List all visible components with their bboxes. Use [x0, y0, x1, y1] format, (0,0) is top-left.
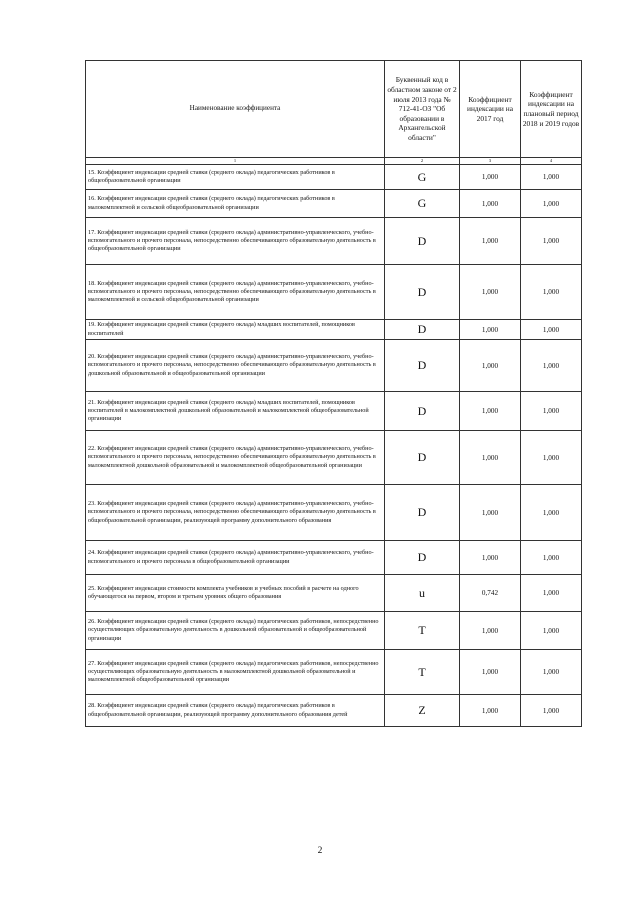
- column-number-row: [86, 158, 582, 165]
- coefficient-name: 24. Коэффициент индексации средней ставки (среднего оклада) административно-управленческого, учебно-вспомогательного и прочего персонала в общеобразовательной организации: [86, 541, 385, 575]
- letter-code: D: [385, 431, 460, 485]
- table-row: [86, 541, 582, 575]
- letter-code: D: [385, 265, 460, 320]
- table-row: [86, 320, 582, 340]
- coefficient-name: 23. Коэффициент индексации средней ставки (среднего оклада) административно-управленческого, учебно-вспомогательного и прочего персонала, непосредственно обеспечивающего образовательную деятельность в общеобразовательной организации, реализующей программу дополнительного образования: [86, 485, 385, 541]
- coefficient-name: 27. Коэффициент индексации средней ставки (среднего оклада) педагогических работников, непосредственно осуществляющих образовательную деятельность в малокомплектной дошкольной образовательной и малокомплектной общеобразовательной организации: [86, 650, 385, 695]
- table-row: [86, 485, 582, 541]
- column-number: 2: [385, 158, 460, 165]
- table-row: [86, 575, 582, 612]
- header-index-plan: Коэффициент индексации на плановый период 2018 и 2019 годов: [521, 61, 582, 158]
- letter-code: D: [385, 392, 460, 431]
- index-2017-value: 1,000: [460, 218, 521, 265]
- index-2017-value: 1,000: [460, 190, 521, 218]
- index-2017-value: 1,000: [460, 650, 521, 695]
- column-number: 3: [460, 158, 521, 165]
- index-2017-value: 1,000: [460, 320, 521, 340]
- coefficient-name: 28. Коэффициент индексации средней ставки (среднего оклада) педагогических работников в общеобразовательной организации, реализующей программу дополнительного образования детей: [86, 695, 385, 727]
- letter-code: Z: [385, 695, 460, 727]
- index-plan-value: 1,000: [521, 340, 582, 392]
- letter-code: u: [385, 575, 460, 612]
- table-row: [86, 431, 582, 485]
- header-letter-code: Буквенный код в областном законе от 2 июля 2013 года № 712-41-ОЗ "Об образовании в Архангельской области": [385, 61, 460, 158]
- index-plan-value: 1,000: [521, 612, 582, 650]
- index-plan-value: 1,000: [521, 485, 582, 541]
- coefficient-name: 25. Коэффициент индексации стоимости комплекта учебников и учебных пособий в расчете на одного обучающегося на первом, втором и третьем уровнях общего образования: [86, 575, 385, 612]
- coefficient-table: [85, 60, 582, 727]
- column-number: 4: [521, 158, 582, 165]
- table-header-row: [86, 61, 582, 158]
- index-2017-value: 1,000: [460, 392, 521, 431]
- index-2017-value: 1,000: [460, 695, 521, 727]
- index-2017-value: 1,000: [460, 265, 521, 320]
- table-row: [86, 650, 582, 695]
- table-row: [86, 612, 582, 650]
- index-2017-value: 1,000: [460, 165, 521, 190]
- index-2017-value: 1,000: [460, 485, 521, 541]
- table-row: [86, 392, 582, 431]
- index-2017-value: 1,000: [460, 340, 521, 392]
- coefficient-name: 22. Коэффициент индексации средней ставки (среднего оклада) административно-управленческого, учебно-вспомогательного и прочего персонала, непосредственно обеспечивающего образовательную деятельность в малокомплектной дошкольной образовательной и малокомплектной общеобразовательной организации: [86, 431, 385, 485]
- coefficient-name: 19. Коэффициент индексации средней ставки (среднего оклада) младших воспитателей, помощников воспитателей: [86, 320, 385, 340]
- letter-code: D: [385, 485, 460, 541]
- header-coefficient-name: Наименование коэффициента: [86, 61, 385, 158]
- table-row: [86, 218, 582, 265]
- letter-code: T: [385, 612, 460, 650]
- index-plan-value: 1,000: [521, 695, 582, 727]
- coefficient-name: 16. Коэффициент индексации средней ставки (среднего оклада) педагогических работников в малокомплектной и сельской общеобразовательной организации: [86, 190, 385, 218]
- index-plan-value: 1,000: [521, 650, 582, 695]
- letter-code: T: [385, 650, 460, 695]
- table-row: [86, 190, 582, 218]
- table-row: [86, 265, 582, 320]
- coefficient-name: 17. Коэффициент индексации средней ставки (среднего оклада) административно-управленческого, учебно-вспомогательного и прочего персонала, непосредственно обеспечивающего образовательную деятельность в общеобразовательной организации: [86, 218, 385, 265]
- letter-code: D: [385, 320, 460, 340]
- index-plan-value: 1,000: [521, 218, 582, 265]
- coefficient-name: 21. Коэффициент индексации средней ставки (среднего оклада) младших воспитателей, помощников воспитателей в малокомплектной дошкольной образовательной и малокомплектной общеобразовательной организации: [86, 392, 385, 431]
- coefficient-name: 18. Коэффициент индексации средней ставки (среднего оклада) административно-управленческого, учебно-вспомогательного и прочего персонала, непосредственно обеспечивающего образовательную деятельность в малокомплектной и сельской общеобразовательной организации: [86, 265, 385, 320]
- page-number: 2: [317, 846, 323, 856]
- index-plan-value: 1,000: [521, 165, 582, 190]
- index-2017-value: 1,000: [460, 431, 521, 485]
- index-2017-value: 1,000: [460, 612, 521, 650]
- letter-code: G: [385, 165, 460, 190]
- index-plan-value: 1,000: [521, 575, 582, 612]
- table-row: [86, 340, 582, 392]
- coefficient-name: 26. Коэффициент индексации средней ставки (среднего оклада) педагогических работников, непосредственно осуществляющих образовательную деятельность в дошкольной образовательной и общеобразовательной организации: [86, 612, 385, 650]
- letter-code: D: [385, 218, 460, 265]
- index-plan-value: 1,000: [521, 541, 582, 575]
- coefficient-name: 20. Коэффициент индексации средней ставки (среднего оклада) административно-управленческого, учебно-вспомогательного и прочего персонала, непосредственно обеспечивающего образовательную деятельность в дошкольной образовательной и общеобразовательной организации: [86, 340, 385, 392]
- header-index-2017: Коэффициент индексации на 2017 год: [460, 61, 521, 158]
- coefficient-name: 15. Коэффициент индексации средней ставки (среднего оклада) педагогических работников в общеобразовательной организации: [86, 165, 385, 190]
- table-row: [86, 165, 582, 190]
- index-plan-value: 1,000: [521, 265, 582, 320]
- index-plan-value: 1,000: [521, 392, 582, 431]
- index-plan-value: 1,000: [521, 320, 582, 340]
- letter-code: D: [385, 340, 460, 392]
- index-2017-value: 0,742: [460, 575, 521, 612]
- index-2017-value: 1,000: [460, 541, 521, 575]
- index-plan-value: 1,000: [521, 190, 582, 218]
- index-plan-value: 1,000: [521, 431, 582, 485]
- table-row: [86, 695, 582, 727]
- column-number: 1: [86, 158, 385, 165]
- letter-code: D: [385, 541, 460, 575]
- letter-code: G: [385, 190, 460, 218]
